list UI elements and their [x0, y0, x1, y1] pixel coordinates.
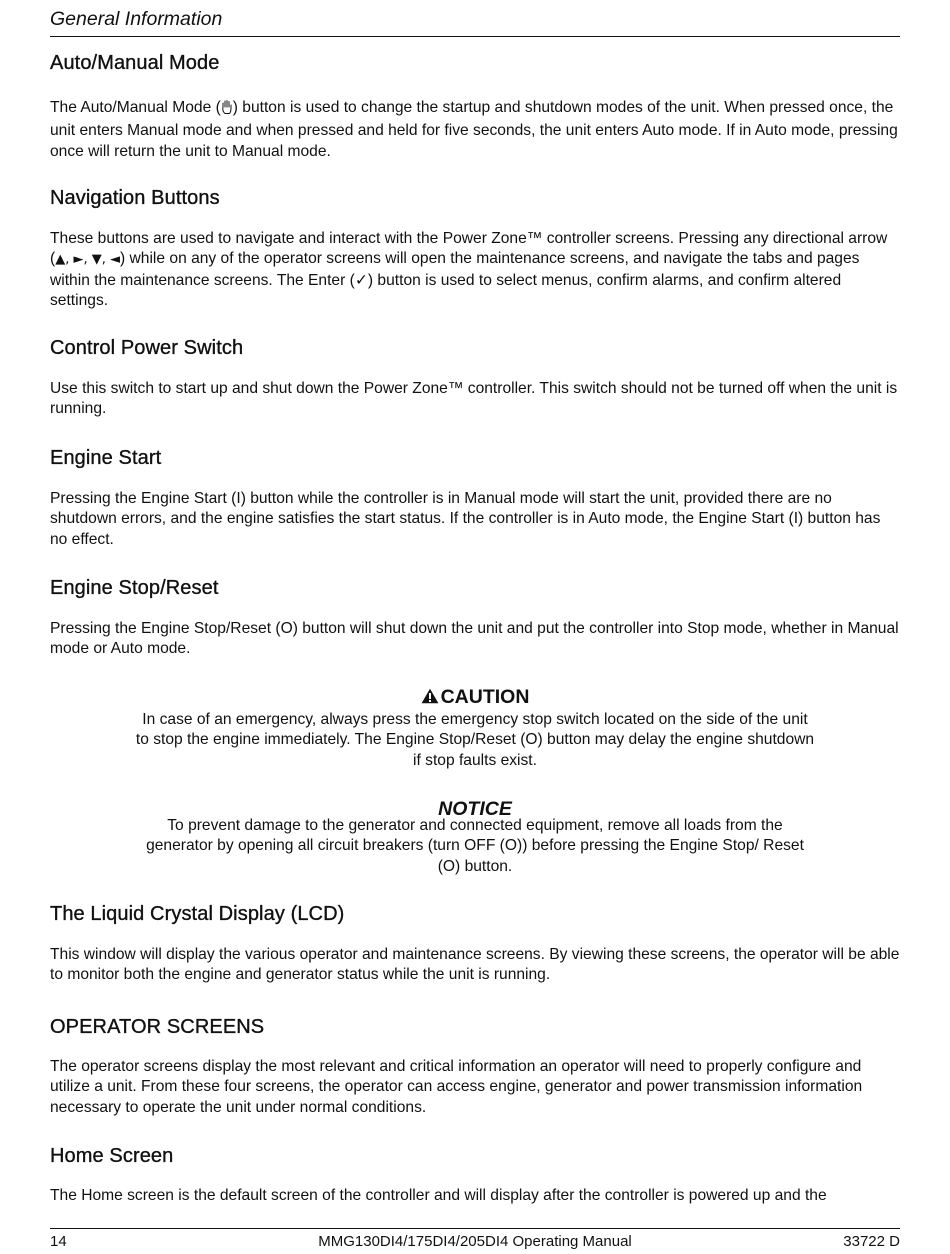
- paragraph-auto-manual-mode: [50, 98, 900, 162]
- paragraph-engine-stop-reset: Pressing the Engine Stop/Reset (O) button will shut down the unit and put the controller into Stop mode, whether in Manual mode or Auto mode.: [50, 620, 899, 658]
- paragraph-home-screen: The Home screen is the default screen of the controller and will display after the controller is powered up and the: [50, 1187, 827, 1204]
- paragraph-control-power-switch: Use this switch to start up and shut down the Power Zone™ controller. This switch should not be turned off when the unit is running.: [50, 380, 898, 418]
- heading-lcd: The Liquid Crystal Display (LCD): [50, 903, 345, 925]
- auto-manual-text-start: The Auto/Manual Mode (: [50, 99, 221, 116]
- footer-page-number: 14: [50, 1233, 67, 1250]
- heading-engine-stop-reset: Engine Stop/Reset: [50, 577, 219, 599]
- navigation-text-start: These buttons are used to navigate and interact with the Power Zone™ controller screens. Pressing any directional arrow (: [50, 230, 888, 268]
- heading-home-screen: Home Screen: [50, 1145, 174, 1167]
- paragraph-engine-start: Pressing the Engine Start (I) button while the controller is in Manual mode will start the unit, provided there are no shutdown errors, and the engine satisfies the start status. If the controller is in Auto mode, the Engine Start (I) button has no effect.: [50, 490, 881, 548]
- footer-divider: [50, 1228, 900, 1229]
- notice-title: NOTICE: [438, 798, 512, 820]
- heading-navigation-buttons: Navigation Buttons: [50, 187, 220, 209]
- heading-control-power-switch: Control Power Switch: [50, 337, 244, 359]
- footer-manual-title: MMG130DI4/175DI4/205DI4 Operating Manual: [318, 1233, 632, 1250]
- header-divider: [50, 36, 900, 37]
- page-header-title: General Information: [50, 8, 223, 30]
- paragraph-navigation-buttons: [50, 229, 900, 312]
- paragraph-lcd: This window will display the various operator and maintenance screens. By viewing these screens, the operator will be able to monitor both the engine and generator status while the unit is running.: [50, 946, 900, 984]
- check-icon: ✓: [354, 271, 368, 289]
- hand-icon: [221, 102, 233, 119]
- navigation-text-end: ) button is used to select menus, confirm alarms, and confirm altered settings.: [50, 271, 842, 310]
- heading-operator-screens: OPERATOR SCREENS: [50, 1016, 265, 1038]
- arrow-symbols: ▲, ►, ▼, ◄: [55, 252, 120, 268]
- paragraph-operator-screens: The operator screens display the most relevant and critical information an operator will need to properly configure and utilize a unit. From these four screens, the operator can access engine, generator and power transmission information necessary to operate the unit under normal conditions.: [50, 1058, 863, 1116]
- warning-icon: [421, 687, 439, 703]
- footer-doc-code: 33722 D: [843, 1233, 900, 1250]
- heading-auto-manual-mode: Auto/Manual Mode: [50, 52, 220, 74]
- heading-engine-start: Engine Start: [50, 447, 162, 469]
- caution-label: CAUTION: [440, 686, 530, 708]
- notice-text: To prevent damage to the generator and connected equipment, remove all loads from the generator by opening all circuit breakers (turn OFF (O)) before pressing the Engine Stop/ Reset (O) button.: [146, 817, 804, 875]
- caution-title: [0, 686, 950, 709]
- caution-text: In case of an emergency, always press the emergency stop switch located on the side of the unit to stop the engine immediately. The Engine Stop/Reset (O) button may delay the engine shutdown if stop faults exist.: [135, 711, 815, 769]
- navigation-text-middle: ) while on any of the operator screens will open the maintenance screens, and navigate the tabs and pages within the maintenance screens. The Enter (: [50, 250, 860, 289]
- auto-manual-text-end: ) button is used to change the startup and shutdown modes of the unit. When pressed once, the unit enters Manual mode and when pressed and held for five seconds, the unit enters Auto mode. If in Auto mode, pressing once will return the unit to Manual mode.: [50, 99, 898, 160]
